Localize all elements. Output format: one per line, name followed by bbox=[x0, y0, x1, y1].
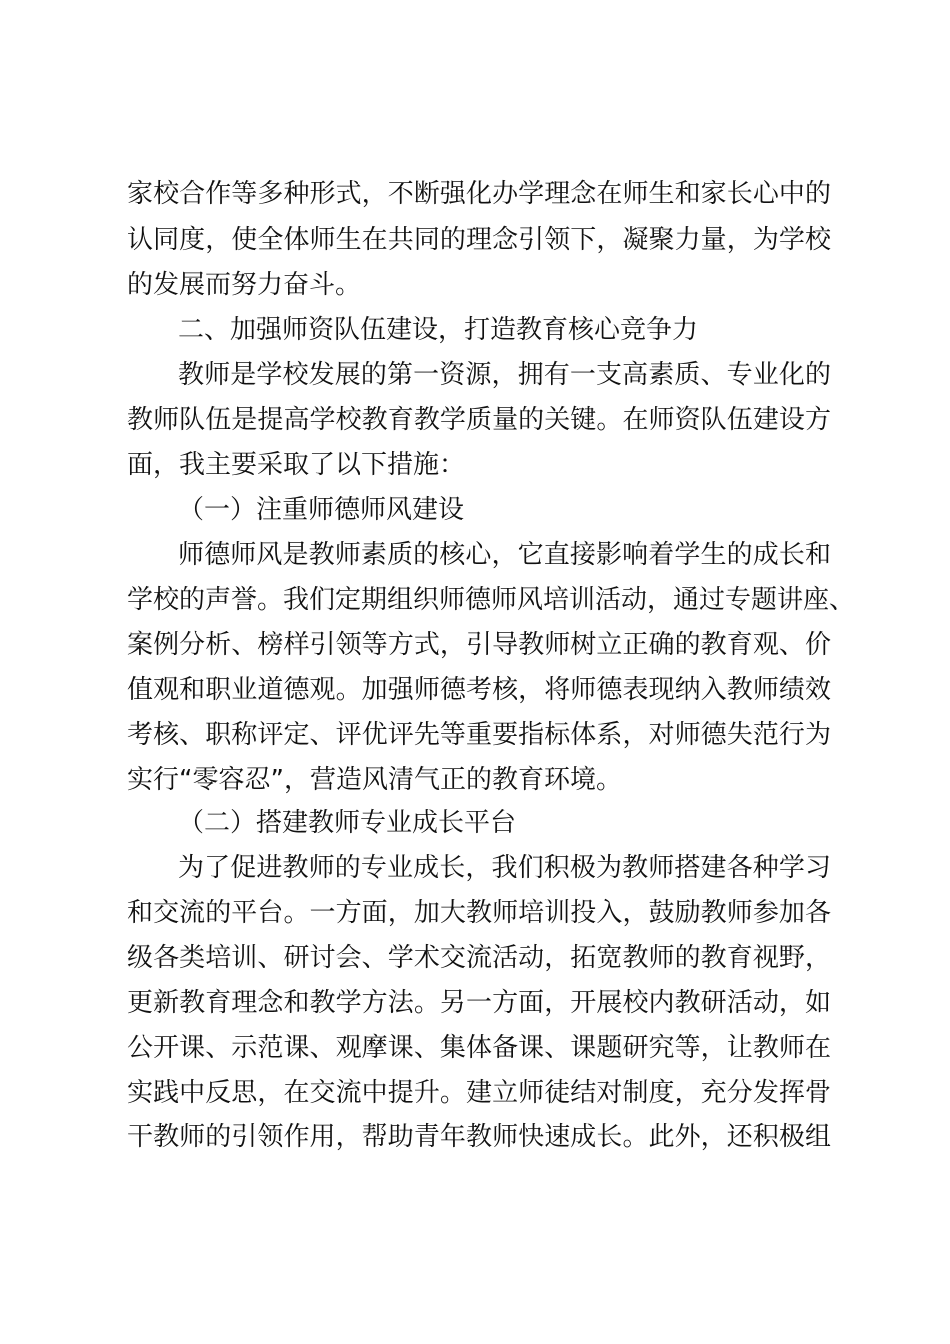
paragraph-1-line-2: 认同度，使全体师生在共同的理念引领下，凝聚力量，为学校 bbox=[127, 225, 831, 255]
paragraph-4-line-2: 和交流的平台。一方面，加大教师培训投入，鼓励教师参加各 bbox=[127, 898, 831, 928]
paragraph-1-line-3: 的发展而努力奋斗。 bbox=[127, 270, 362, 300]
paragraph-3-line-2: 学校的声誉。我们定期组织师德师风培训活动，通过专题讲座、 bbox=[127, 585, 856, 615]
section-heading-2: 二、加强师资队伍建设，打造教育核心竞争力 bbox=[178, 315, 699, 345]
paragraph-4-line-3: 级各类培训、研讨会、学术交流活动，拓宽教师的教育视野， bbox=[127, 943, 831, 973]
paragraph-2-line-3: 面，我主要采取了以下措施： bbox=[127, 450, 466, 480]
paragraph-3-line-1: 师德师风是教师素质的核心，它直接影响着学生的成长和 bbox=[178, 540, 831, 570]
paragraph-3-line-3: 案例分析、榜样引领等方式，引导教师树立正确的教育观、价 bbox=[127, 630, 831, 660]
paragraph-3-line-4: 值观和职业道德观。加强师德考核，将师德表现纳入教师绩效 bbox=[127, 675, 831, 705]
paragraph-4-line-7: 干教师的引领作用，帮助青年教师快速成长。此外，还积极组 bbox=[127, 1122, 831, 1152]
paragraph-4-line-4: 更新教育理念和教学方法。另一方面，开展校内教研活动，如 bbox=[127, 988, 831, 1018]
paragraph-3-line-6: 实行“零容忍”，营造风清气正的教育环境。 bbox=[127, 765, 622, 795]
subheading-2: （二）搭建教师专业成长平台 bbox=[178, 808, 517, 838]
paragraph-4-line-5: 公开课、示范课、观摩课、集体备课、课题研究等，让教师在 bbox=[127, 1033, 831, 1063]
paragraph-4-line-6: 实践中反思，在交流中提升。建立师徒结对制度，充分发挥骨 bbox=[127, 1078, 831, 1108]
paragraph-3-line-5: 考核、职称评定、评优评先等重要指标体系，对师德失范行为 bbox=[127, 720, 831, 750]
paragraph-4-line-1: 为了促进教师的专业成长，我们积极为教师搭建各种学习 bbox=[178, 853, 831, 883]
paragraph-2-line-2: 教师队伍是提高学校教育教学质量的关键。在师资队伍建设方 bbox=[127, 405, 831, 435]
paragraph-2-line-1: 教师是学校发展的第一资源，拥有一支高素质、专业化的 bbox=[178, 360, 831, 390]
paragraph-1-line-1: 家校合作等多种形式，不断强化办学理念在师生和家长心中的 bbox=[127, 179, 831, 209]
subheading-1: （一）注重师德师风建设 bbox=[178, 495, 465, 525]
